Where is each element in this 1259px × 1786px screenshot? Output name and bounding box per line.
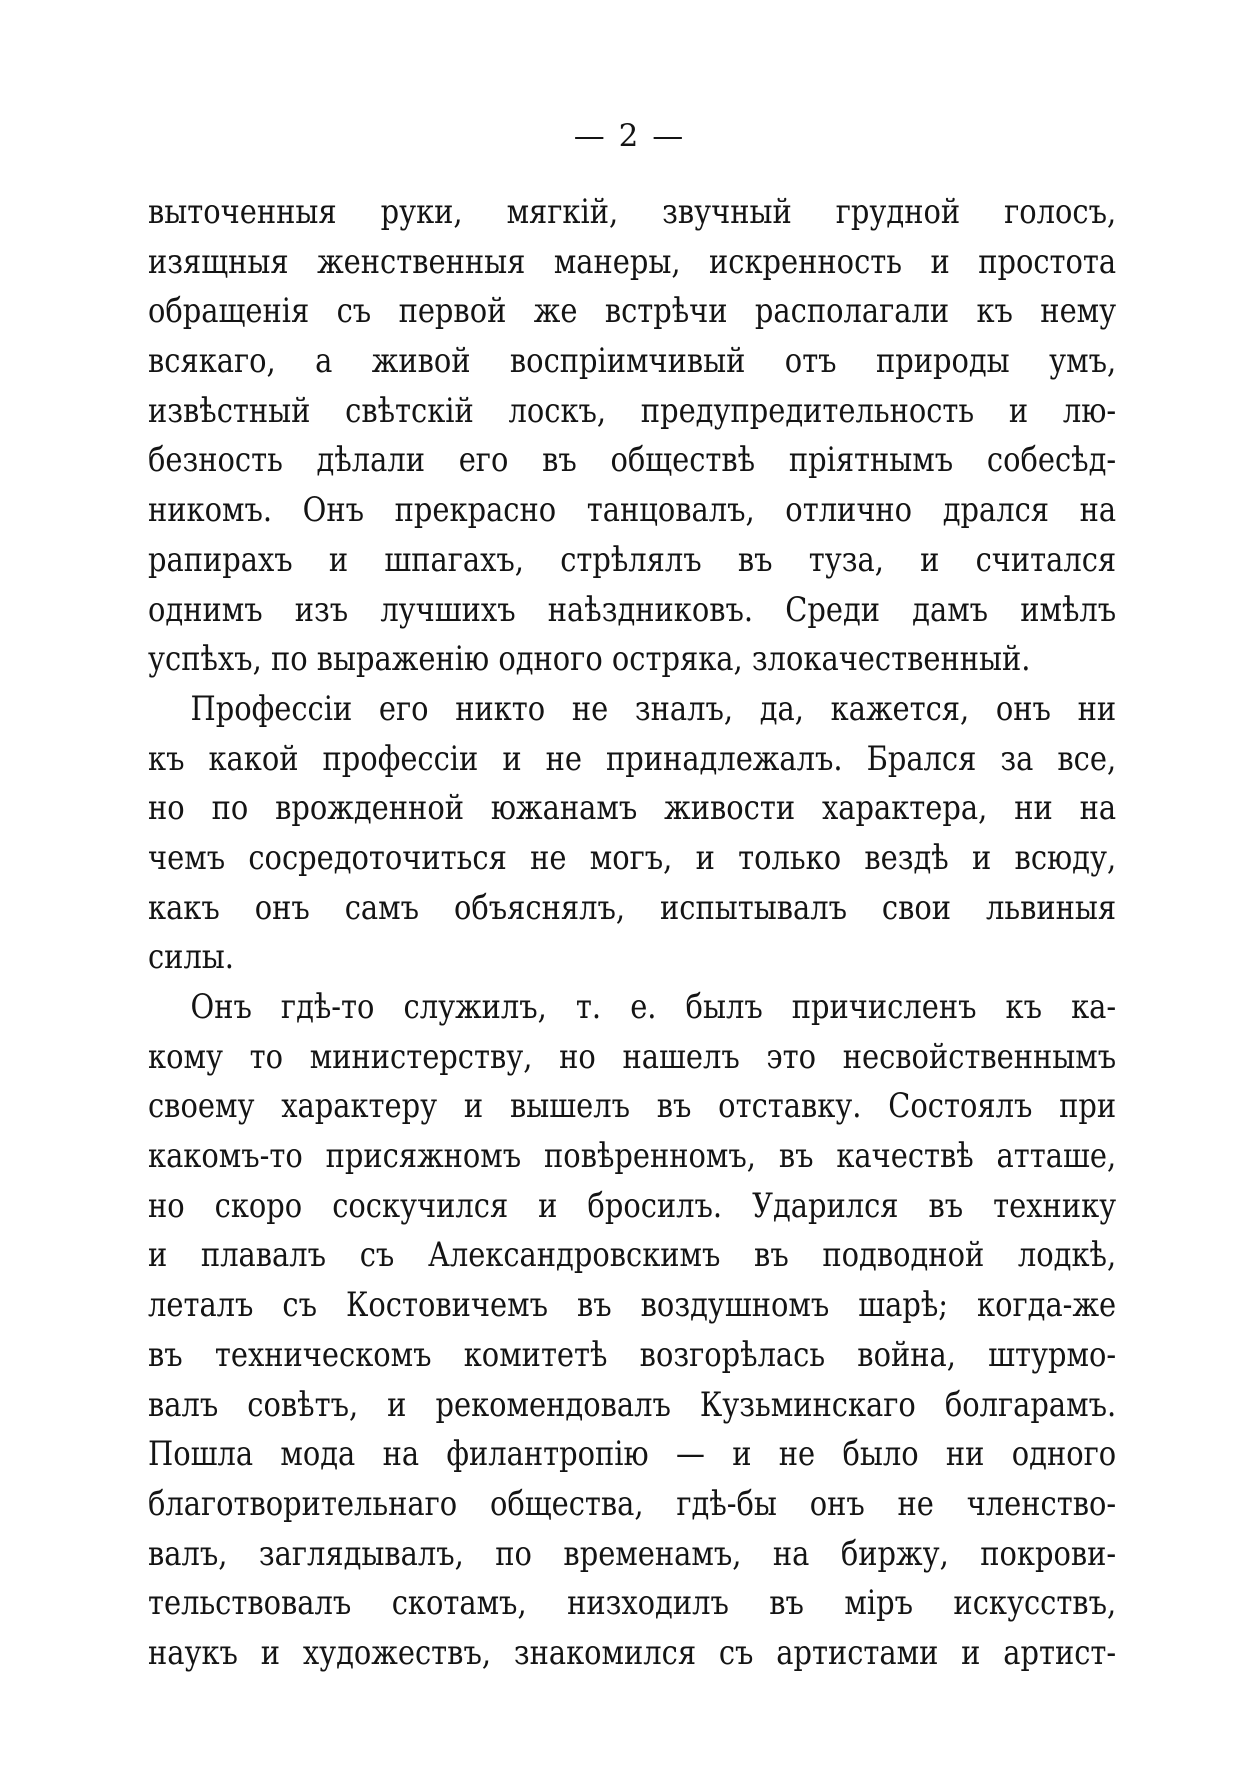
text-line: силы. [148, 937, 234, 978]
page-number: — 2 — [573, 118, 686, 154]
text-line: какъ онъ самъ объяснялъ, испытывалъ свои львиныя [148, 887, 1117, 928]
text-line: какомъ-то присяжномъ повѣренномъ, въ качествѣ атташе, [148, 1136, 1117, 1177]
text-line: но по врожденной южанамъ живости характера, ни на [148, 788, 1117, 829]
text-line: рапирахъ и шпагахъ, стрѣлялъ въ туза, и считался [148, 539, 1117, 580]
text-line: изящныя женственныя манеры, искренность и простота [148, 241, 1117, 282]
text-line: выточенныя руки, мягкій, звучный грудной голосъ, [148, 192, 1117, 232]
text-line: леталъ съ Костовичемъ въ воздушномъ шарѣ; когда-же [148, 1285, 1117, 1326]
body-text [148, 188, 1116, 1679]
text-line: въ техническомъ комитетѣ возгорѣлась война, штурмо- [148, 1334, 1117, 1375]
text-line: но скоро соскучился и бросилъ. Ударился въ технику [148, 1185, 1117, 1226]
text-line: Профессіи его никто не зналъ, да, кажется, онъ ни [190, 688, 1117, 729]
text-line: благотворительнаго общества, гдѣ-бы онъ не членство- [148, 1483, 1117, 1524]
text-line: своему характеру и вышелъ въ отставку. Состоялъ при [148, 1086, 1117, 1127]
text-line: безность дѣлали его въ обществѣ пріятнымъ собесѣд- [148, 440, 1117, 481]
text-line: чемъ сосредоточиться не могъ, и только вездѣ и всюду, [148, 837, 1117, 878]
text-line: валъ совѣтъ, и рекомендовалъ Кузьминскаго болгарамъ. [148, 1384, 1117, 1425]
text-line: никомъ. Онъ прекрасно танцовалъ, отлично дрался на [148, 490, 1117, 531]
text-line: наукъ и художествъ, знакомился съ артистами и артист- [148, 1632, 1117, 1673]
text-line: Пошла мода на филантропію — и не было ни одного [148, 1434, 1117, 1475]
text-line: обращенія съ первой же встрѣчи располагали къ нему [148, 291, 1117, 332]
text-line: валъ, заглядывалъ, по временамъ, на биржу, покрови- [148, 1533, 1117, 1574]
text-line: извѣстный свѣтскій лоскъ, предупредительность и лю- [148, 390, 1117, 431]
text-line: Онъ гдѣ-то служилъ, т. е. былъ причисленъ къ ка- [190, 987, 1117, 1027]
text-line: всякаго, а живой воспріимчивый отъ природы умъ, [148, 341, 1117, 382]
text-line: и плавалъ съ Александровскимъ въ подводной лодкѣ, [148, 1235, 1117, 1276]
text-line: къ какой профессіи и не принадлежалъ. Брался за все, [148, 738, 1117, 779]
text-line: однимъ изъ лучшихъ наѣздниковъ. Среди дамъ имѣлъ [148, 589, 1117, 630]
text-line: тельствовалъ скотамъ, низходилъ въ міръ искусствъ, [148, 1583, 1117, 1624]
text-line: успѣхъ, по выраженію одного остряка, злокачественный. [148, 639, 1031, 680]
text-line: кому то министерству, но нашелъ это несвойственнымъ [148, 1036, 1117, 1077]
